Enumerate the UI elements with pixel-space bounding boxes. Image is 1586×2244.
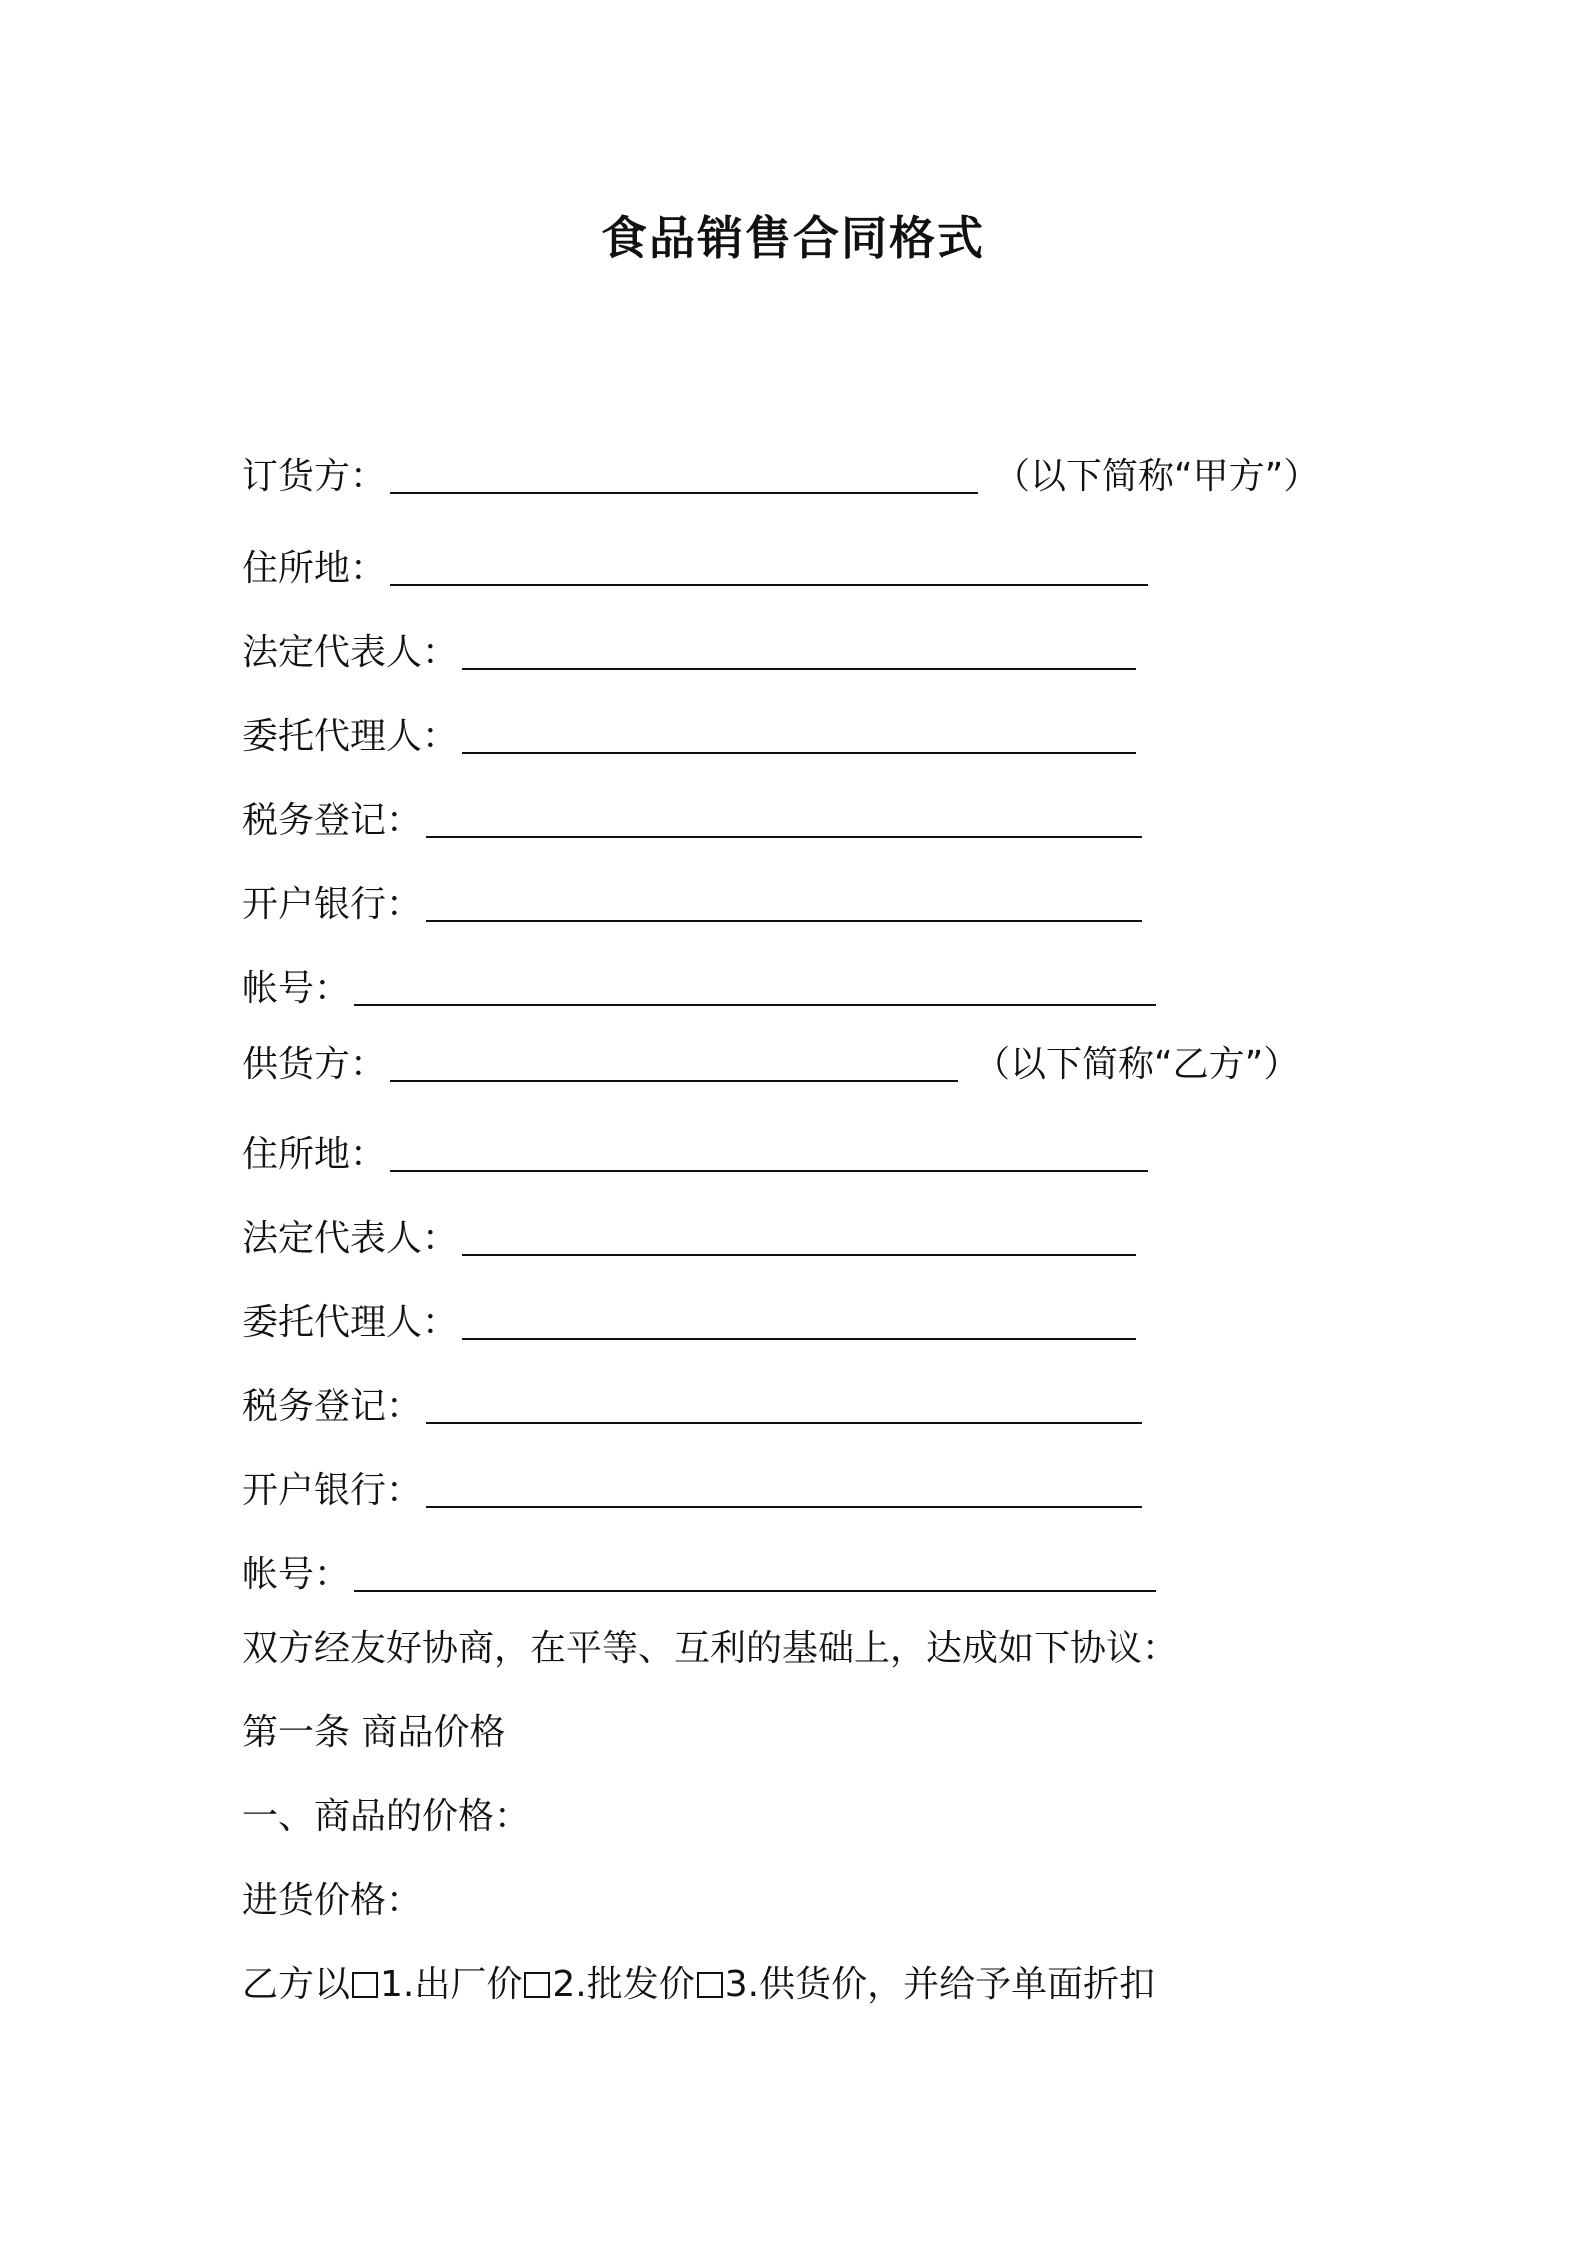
party-a-account-row bbox=[242, 964, 1156, 1014]
wholesale-price-option: 2.批发价 bbox=[552, 1964, 695, 2005]
purchase-price-label: 进货价格： bbox=[242, 1880, 423, 1921]
section-1-title: 一、商品的价格： bbox=[242, 1796, 531, 1837]
party-a-legal-rep-field[interactable] bbox=[462, 632, 1136, 670]
party-a-tax-label: 税务登记： bbox=[242, 800, 423, 841]
supply-price-checkbox[interactable] bbox=[697, 1972, 723, 1998]
party-a-account-field[interactable] bbox=[354, 968, 1156, 1006]
party-a-address-row bbox=[242, 544, 1148, 594]
party-b-tax-row bbox=[242, 1382, 1142, 1432]
party-b-legal-rep-row bbox=[242, 1214, 1136, 1264]
party-a-address-label: 住所地： bbox=[242, 548, 387, 589]
party-b-legal-rep-field[interactable] bbox=[462, 1218, 1136, 1256]
party-b-tax-label: 税务登记： bbox=[242, 1386, 423, 1427]
party-b-account-row bbox=[242, 1550, 1156, 1600]
party-b-bank-field[interactable] bbox=[426, 1470, 1142, 1508]
party-a-name-suffix: （以下简称“甲方”） bbox=[994, 456, 1320, 497]
party-b-bank-row bbox=[242, 1466, 1142, 1516]
party-b-address-field[interactable] bbox=[390, 1134, 1148, 1172]
document-title: 食品销售合同格式 bbox=[601, 211, 985, 265]
party-b-name-label: 供货方： bbox=[242, 1044, 387, 1085]
party-b-agent-row bbox=[242, 1298, 1136, 1348]
party-a-name-label: 订货方： bbox=[242, 456, 387, 497]
price-clause-prefix: 乙方以 bbox=[242, 1964, 351, 2005]
party-b-agent-label: 委托代理人： bbox=[242, 1302, 459, 1343]
party-a-bank-label: 开户银行： bbox=[242, 884, 423, 925]
party-a-legal-rep-label: 法定代表人： bbox=[242, 632, 459, 673]
party-a-name-row bbox=[242, 452, 1319, 502]
factory-price-checkbox[interactable] bbox=[352, 1972, 378, 1998]
party-a-bank-field[interactable] bbox=[426, 884, 1142, 922]
party-a-tax-field[interactable] bbox=[426, 800, 1142, 838]
party-b-account-field[interactable] bbox=[354, 1554, 1156, 1592]
party-b-name-field[interactable] bbox=[390, 1044, 958, 1082]
factory-price-option: 1.出厂价 bbox=[380, 1964, 523, 2005]
party-b-bank-label: 开户银行： bbox=[242, 1470, 423, 1511]
party-a-agent-label: 委托代理人： bbox=[242, 716, 459, 757]
party-a-agent-field[interactable] bbox=[462, 716, 1136, 754]
party-b-address-row bbox=[242, 1130, 1148, 1180]
party-b-address-label: 住所地： bbox=[242, 1134, 387, 1175]
party-a-name-field[interactable] bbox=[390, 456, 978, 494]
party-a-tax-row bbox=[242, 796, 1142, 846]
party-b-account-label: 帐号： bbox=[242, 1554, 351, 1595]
party-a-account-label: 帐号： bbox=[242, 968, 351, 1009]
party-b-legal-rep-label: 法定代表人： bbox=[242, 1218, 459, 1259]
price-clause bbox=[242, 1960, 1155, 2010]
party-a-address-field[interactable] bbox=[390, 548, 1148, 586]
party-b-name-suffix: （以下简称“乙方”） bbox=[974, 1044, 1300, 1085]
party-b-tax-field[interactable] bbox=[426, 1386, 1142, 1424]
supply-price-option: 3.供货价，并给予单面折扣 bbox=[724, 1964, 1156, 2005]
wholesale-price-checkbox[interactable] bbox=[524, 1972, 550, 1998]
party-b-name-row bbox=[242, 1040, 1299, 1090]
party-a-legal-rep-row bbox=[242, 628, 1136, 678]
article-1-title: 第一条 商品价格 bbox=[242, 1712, 506, 1753]
party-a-agent-row bbox=[242, 712, 1136, 762]
intro-paragraph: 双方经友好协商，在平等、互利的基础上，达成如下协议： bbox=[242, 1628, 1179, 1669]
party-a-bank-row bbox=[242, 880, 1142, 930]
party-b-agent-field[interactable] bbox=[462, 1302, 1136, 1340]
